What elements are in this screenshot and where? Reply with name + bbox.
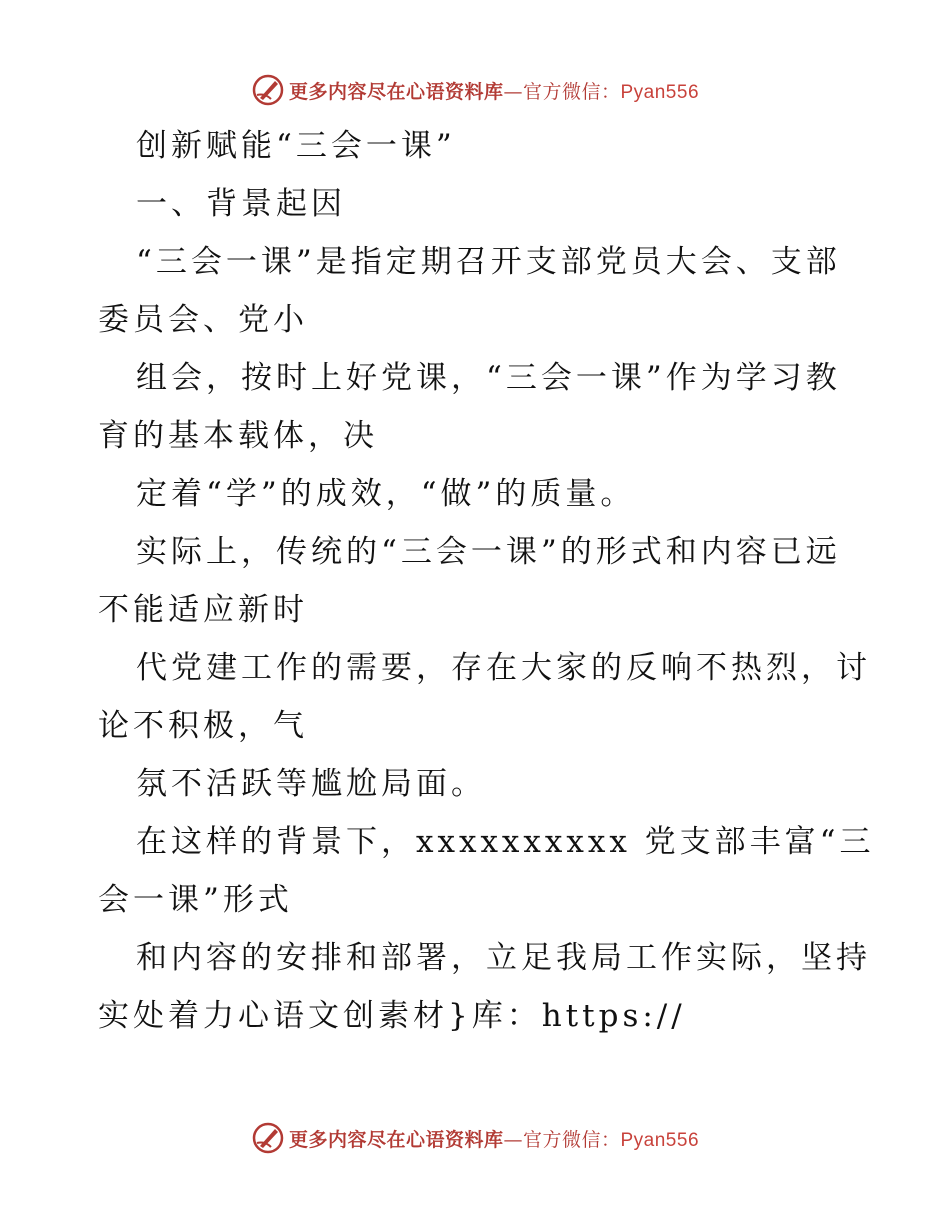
- quill-pen-logo-icon: [251, 1121, 285, 1155]
- paragraph-line: 代党建工作的需要，存在大家的反响不热烈，讨: [136, 650, 871, 686]
- banner-text: [289, 1125, 699, 1152]
- quill-pen-logo-icon: [251, 73, 285, 107]
- banner-title: 更多内容尽在心语资料库: [288, 80, 504, 103]
- paragraph-line: 氛不活跃等尴尬局面。: [136, 766, 486, 802]
- banner-wechat-id: Pyan556: [620, 1129, 700, 1151]
- paragraph-line: 和内容的安排和部署，立足我局工作实际，坚持: [136, 940, 871, 976]
- paragraph-line: 委员会、党小: [98, 302, 308, 338]
- paragraph-line: 实际上，传统的“三会一课”的形式和内容已远: [136, 534, 841, 570]
- banner-wechat-id: Pyan556: [620, 81, 700, 103]
- header-watermark-banner: [0, 70, 950, 110]
- banner-wechat-label: 官方微信：: [522, 1128, 621, 1151]
- paragraph-line: 育的基本载体，决: [98, 418, 378, 454]
- banner-text: [289, 77, 699, 104]
- paragraph-line: 论不积极，气: [98, 708, 308, 744]
- banner-dash: —: [503, 80, 523, 103]
- document-body: [98, 117, 875, 1045]
- section-heading: 一、背景起因: [136, 186, 346, 222]
- paragraph-line: 在这样的背景下，xxxxxxxxxx 党支部丰富“三: [136, 824, 875, 860]
- banner-wechat-label: 官方微信：: [522, 80, 621, 103]
- banner-title: 更多内容尽在心语资料库: [288, 1128, 504, 1151]
- paragraph-line: 实处着力心语文创素材}库：https://: [98, 998, 686, 1034]
- banner-dash: —: [503, 1128, 523, 1151]
- footer-watermark-banner: [0, 1118, 950, 1158]
- document-title: 创新赋能“三会一课”: [136, 128, 456, 164]
- paragraph-line: 会一课”形式: [98, 882, 293, 918]
- paragraph-line: 定着“学”的成效，“做”的质量。: [136, 476, 636, 512]
- paragraph-line: 组会，按时上好党课，“三会一课”作为学习教: [136, 360, 841, 396]
- paragraph-line: “三会一课”是指定期召开支部党员大会、支部: [136, 244, 841, 280]
- paragraph-line: 不能适应新时: [98, 592, 308, 628]
